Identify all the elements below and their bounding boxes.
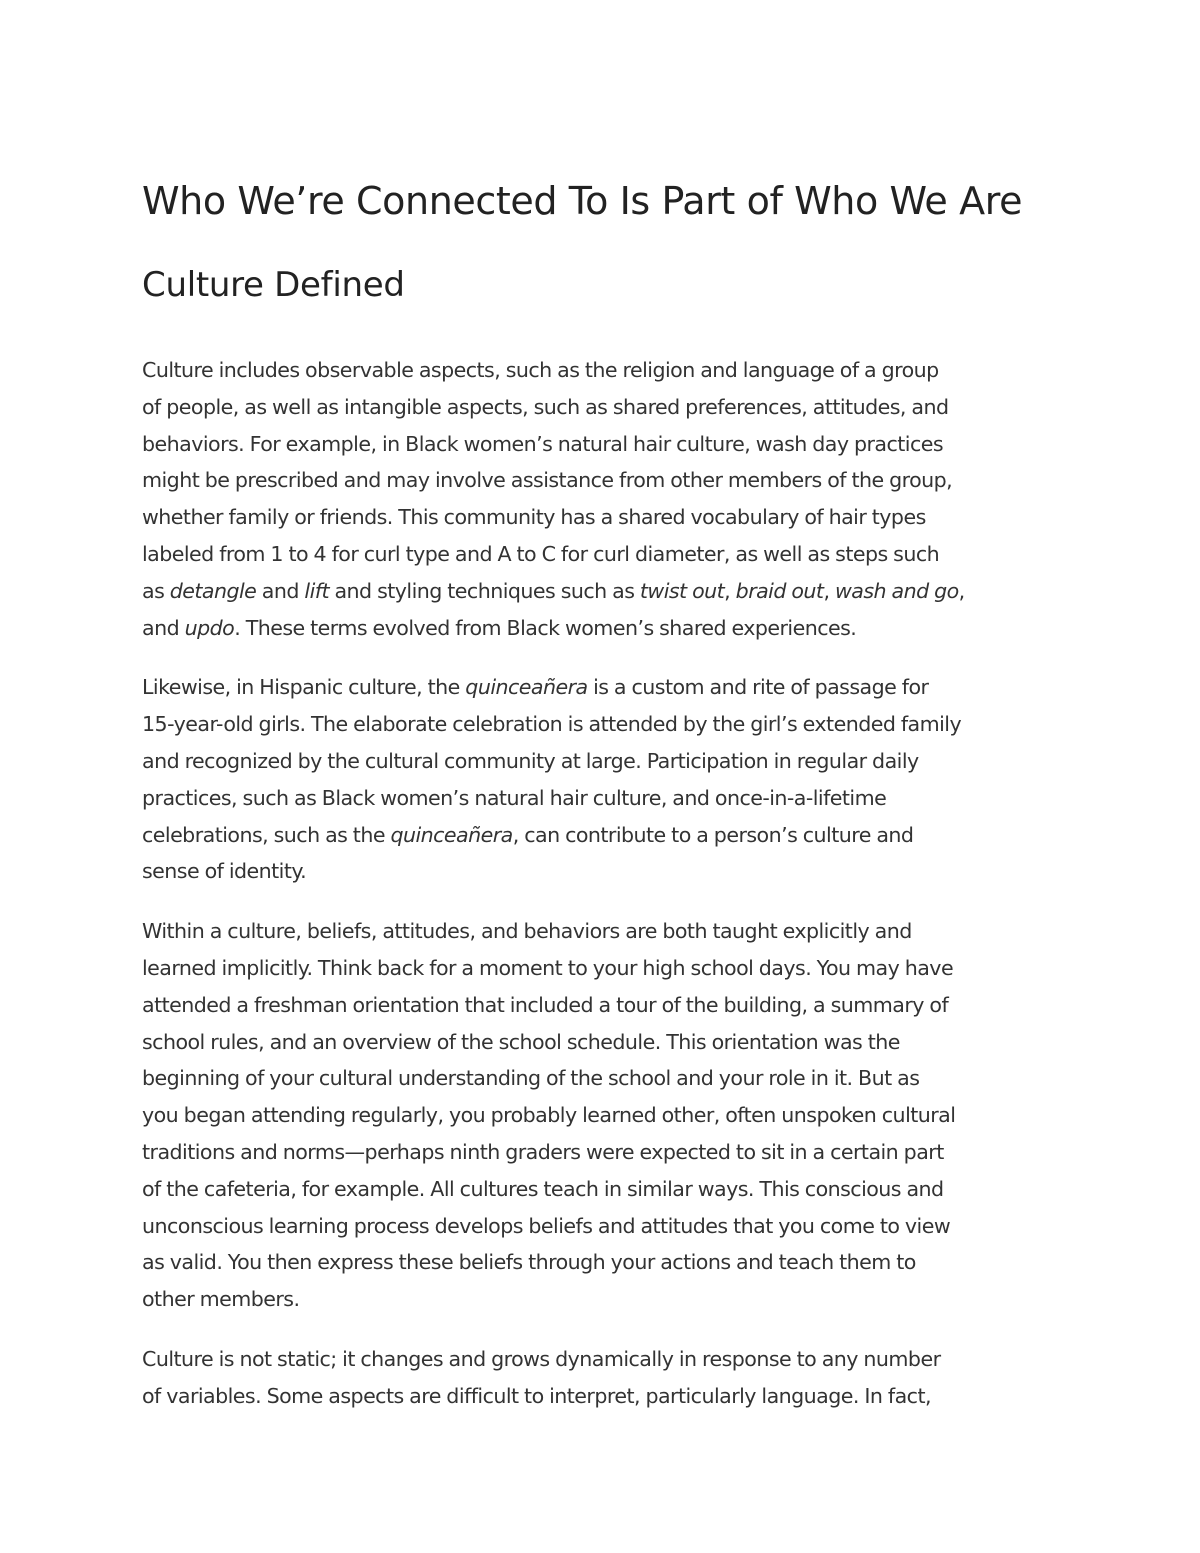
- term-quinceanera: quinceañera: [390, 822, 513, 847]
- text-run: and styling techniques such as: [328, 578, 640, 603]
- text-line: attended a freshman orientation that included a tour of the building, a summary of: [142, 992, 949, 1017]
- term-braid-out: braid out: [735, 578, 824, 603]
- text-line: might be prescribed and may involve assistance from other members of the group,: [142, 468, 953, 493]
- text-run: celebrations, such as the: [142, 822, 391, 847]
- text-run: ,: [958, 578, 965, 603]
- text-run: . These terms evolved from Black women’s shared experiences.: [234, 615, 857, 640]
- term-detangle: detangle: [169, 578, 257, 603]
- term-twist-out: twist out: [639, 578, 725, 603]
- term-wash-and-go: wash and go: [834, 578, 959, 603]
- text-line: you began attending regularly, you probably learned other, often unspoken cultural: [142, 1103, 956, 1128]
- text-line: whether family or friends. This community has a shared vocabulary of hair types: [142, 505, 926, 530]
- text-line: Culture is not static; it changes and grows dynamically in response to any number: [142, 1346, 941, 1371]
- text-line: learned implicitly. Think back for a moment to your high school days. You may have: [142, 955, 954, 980]
- text-line: 15-year-old girls. The elaborate celebration is attended by the girl’s extended family: [142, 712, 962, 737]
- paragraph-4: [142, 1341, 1060, 1415]
- text-line: unconscious learning process develops beliefs and attitudes that you come to view: [142, 1213, 951, 1238]
- text-line: Culture includes observable aspects, such as the religion and language of a group: [142, 358, 939, 382]
- text-line: practices, such as Black women’s natural hair culture, and once-in-a-lifetime: [142, 785, 887, 810]
- term-updo: updo: [184, 615, 235, 640]
- text-line: and recognized by the cultural community at large. Participation in regular daily: [142, 748, 919, 773]
- text-line: school rules, and an overview of the school schedule. This orientation was the: [142, 1029, 900, 1054]
- text-line: of people, as well as intangible aspects, such as shared preferences, attitudes, and: [142, 394, 949, 419]
- text-line: labeled from 1 to 4 for curl type and A to C for curl diameter, as well as steps such: [142, 541, 940, 566]
- text-line: [142, 610, 1060, 647]
- paragraph-3: [142, 913, 1060, 1318]
- text-run: and: [142, 615, 185, 640]
- text-line: as valid. You then express these beliefs through your actions and teach them to: [142, 1250, 916, 1275]
- text-line: of variables. Some aspects are difficult to interpret, particularly language. In fact,: [142, 1383, 931, 1408]
- text-line: [142, 817, 1060, 854]
- text-line: behaviors. For example, in Black women’s natural hair culture, wash day practices: [142, 431, 944, 456]
- text-line: other members.: [142, 1287, 300, 1312]
- text-line: [142, 669, 1060, 706]
- text-line: [142, 573, 1060, 610]
- text-line: Within a culture, beliefs, attitudes, and behaviors are both taught explicitly and: [142, 919, 912, 944]
- text-run: and: [256, 578, 305, 603]
- text-run: ,: [724, 578, 736, 603]
- text-line: beginning of your cultural understanding of the school and your role in it. But as: [142, 1066, 920, 1091]
- section-heading: Culture Defined: [142, 265, 405, 305]
- term-quinceanera: quinceañera: [465, 675, 588, 700]
- text-line: of the cafeteria, for example. All cultures teach in similar ways. This conscious and: [142, 1176, 944, 1201]
- text-run: is a custom and rite of passage for: [587, 675, 929, 700]
- text-line: traditions and norms—perhaps ninth graders were expected to sit in a certain part: [142, 1139, 944, 1164]
- text-run: ,: [823, 578, 835, 603]
- text-run: as: [142, 578, 170, 603]
- paragraph-2: [142, 669, 1060, 890]
- text-run: , can contribute to a person’s culture and: [512, 822, 914, 847]
- text-run: Likewise, in Hispanic culture, the: [142, 675, 466, 700]
- text-line: sense of identity.: [142, 859, 307, 884]
- paragraph-1: [142, 352, 1060, 646]
- term-lift: lift: [304, 578, 329, 603]
- page-title: Who We’re Connected To Is Part of Who We Are: [142, 179, 1023, 223]
